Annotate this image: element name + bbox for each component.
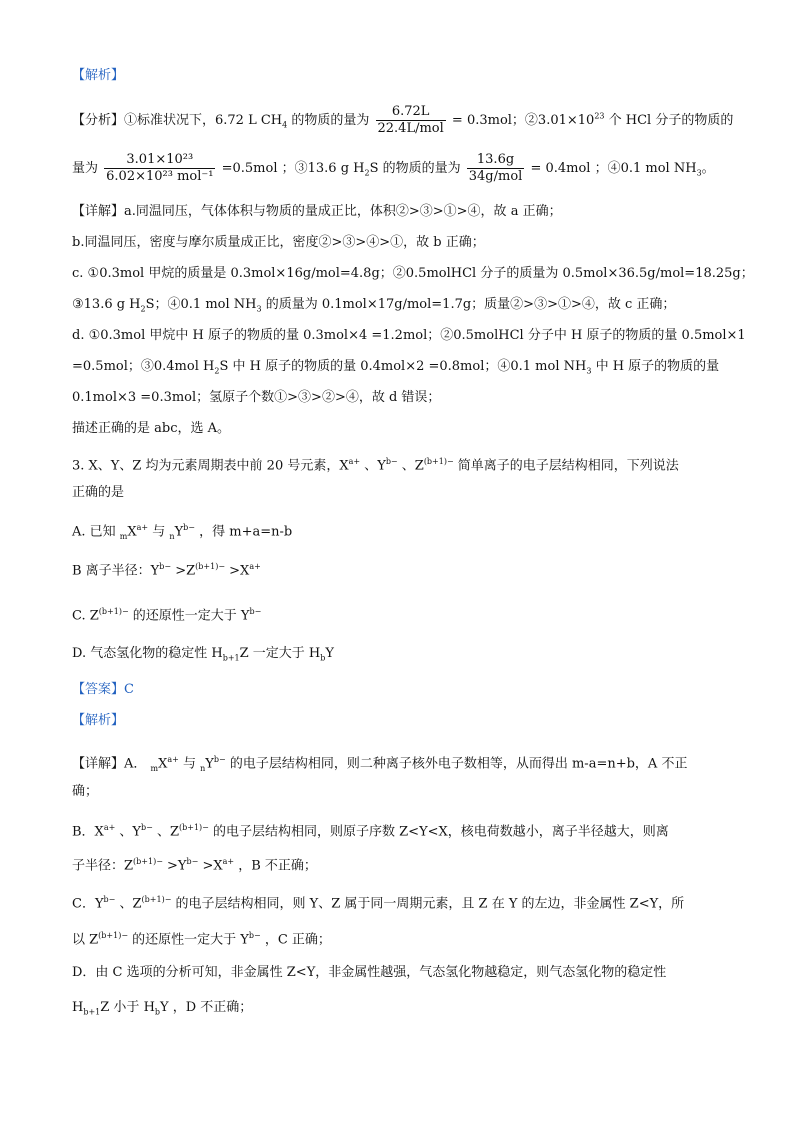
detail-d-2: $H_{b+1}Z$ 小于 $H_bY$ ，D 不正确； [72,1000,253,1017]
analysis-line-1: 【分析】①标准状况下，6.72 L $CH_4$ 的物质的量为 $\frac{6.72L}{\text{22.4L/mol}}$ = 0.3mol；$②3.01\times 10^{23}$ 个 HCl 分子的物质的 [72,104,734,136]
option-c: C. $Z^{(b+1)-}$ 的还原性一定大于 $Y^{b-}$ [72,607,262,624]
fraction-hcl: $\frac{\text{3.01×10²³}}{\text{6.02×10²³ mol⁻¹}}$ [106,152,214,184]
detail-line-d: d. ①0.3mol 甲烷中 H 原子的物质的量 0.3mol×4 =1.2mol；②0.5molHCl 分子中 H 原子的物质的量 0.5mol×1 [72,328,746,343]
option-a: A. 已知 $_mX^{a+}$ 与 $_nY^{b-}$ ，得 m+a=n-b [72,523,293,541]
option-d: D. 气态氢化物的稳定性 $H_{b+1}Z$ 一定大于 $H_bY$ [72,646,334,663]
detail-a-2: 确； [72,784,99,799]
detail-a: 【详解】A． $_mX^{a+}$ 与 $_nY^{b-}$ 的电子层结构相同，则二种离子核外电子数相等，从而得出 m-a=n+b，A 不正 [72,755,688,773]
detail-line-b: b.同温同压，密度与摩尔质量成正比，密度②>③>④>①，故 b 正确； [72,235,485,250]
detail-b-2: 子半径：$Z^{(b+1)-} >Y^{b-} >X^{a+}$ ，B 不正确； [72,857,317,874]
answer-line: 【答案】C [72,682,134,697]
detail-line-a: 【详解】a.同温同压，气体体积与物质的量成正比，体积②>③>①>④，故 a 正确； [72,204,562,219]
detail-line-c: c. ①0.3mol 甲烷的质量是 0.3mol×16g/mol=4.8g；②0.5molHCl 分子的质量为 0.5mol×36.5g/mol=18.25g； [72,266,754,281]
fraction-ch4: $\frac{6.72L}{\text{22.4L/mol}}$ [377,104,444,136]
detail-c: C．$Y^{b-}$ 、$Z^{(b+1)-}$ 的电子层结构相同，则 Y、Z 属于同一周期元素，且 Z 在 Y 的左边，非金属性 Z<Y，所 [72,895,685,912]
analysis-line-2: 量为 $\frac{\text{3.01×10²³}}{\text{6.02×10²³ mol⁻¹}}$ =0.5mol ；③13.6 g $H_2S$ 的物质的量为 $\frac{13.6g}{\text{34g/mol}}$ = 0.4mol ；④0.1 mol $NH_3$。 [72,152,715,184]
option-b: B 离子半径：$Y^{b-} >Z^{(b+1)-} >X^{a+}$ [72,562,261,579]
analysis-header-2: 【解析】 [72,713,125,728]
fraction-h2s: $\frac{13.6g}{\text{34g/mol}}$ [468,152,523,184]
detail-line-d2: =0.5mol；③0.4mol $H_2S$ 中 H 原子的物质的量 0.4mol×2 =0.8mol；④0.1 mol $NH_3$ 中 H 原子的物质的量 [72,359,720,376]
detail-c-2: 以 $Z^{(b+1)-}$ 的还原性一定大于 $Y^{b-}$ ，C 正确； [72,931,331,948]
detail-line-c2: ③13.6 g $H_2S$；④0.1 mol $NH_3$ 的质量为 0.1mol×17g/mol=1.7g；质量②>③>①>④，故 c 正确； [72,297,676,314]
question-3-stem-2: 正确的是 [72,485,125,500]
conclusion-line: 描述正确的是 abc，选 A。 [72,421,231,436]
detail-b: B．$X^{a+}$ 、$Y^{b-}$ 、$Z^{(b+1)-}$ 的电子层结构相同，则原子序数 Z<Y<X，核电荷数越小，离子半径越大，则离 [72,823,669,840]
detail-line-d3: 0.1mol×3 =0.3mol；氢原子个数①>③>②>④，故 d 错误； [72,390,441,405]
detail-d: D．由 C 选项的分析可知，非金属性 Z<Y，非金属性越强，气态氢化物越稳定，则气态氢化物的稳定性 [72,965,667,980]
analysis-header: 【解析】 [72,68,125,83]
question-3-stem: 3. X、Y、Z 均为元素周期表中前 20 号元素，$X^{a+}$ 、$Y^{b-}$ 、$Z^{(b+1)-}$ 简单离子的电子层结构相同，下列说法 [72,457,679,474]
